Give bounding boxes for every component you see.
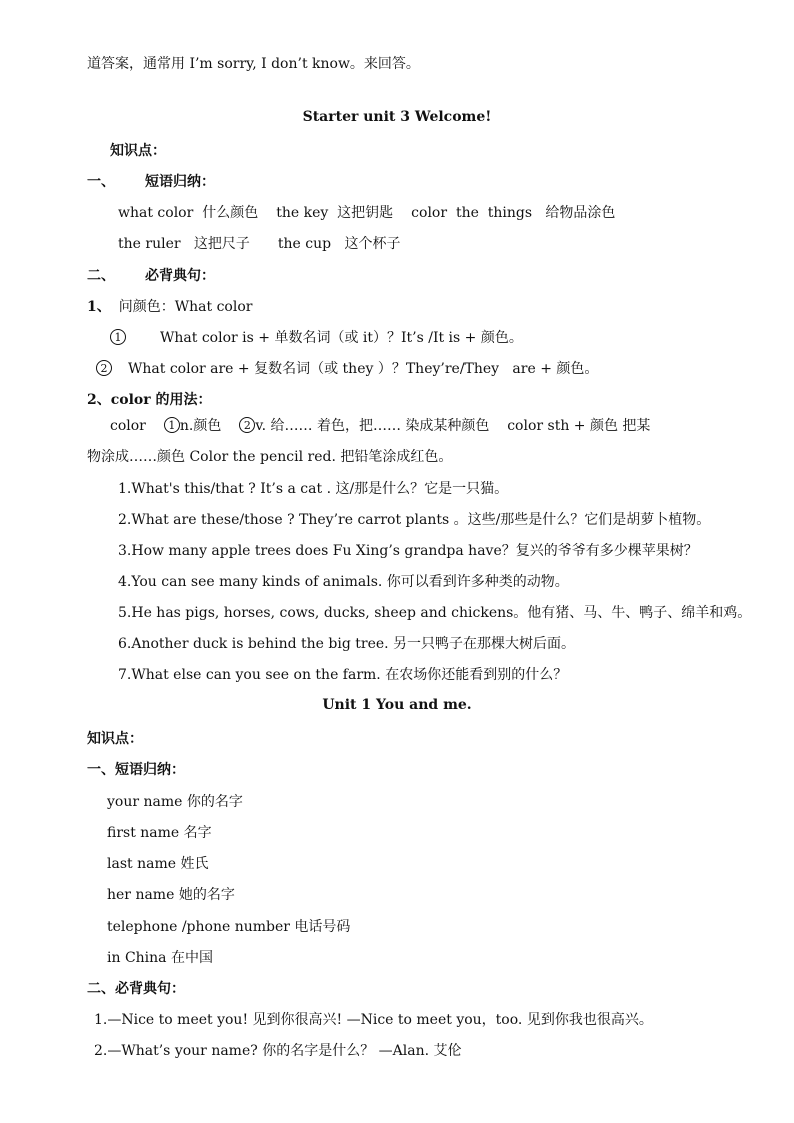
- sentence-line: 1.What's this/that ? It’s a cat . 这/那是什么？它是一只猫。: [118, 481, 509, 497]
- pattern-2-line: [96, 359, 598, 379]
- circled-number-2: 2: [239, 417, 255, 433]
- ask-color-text: 问颜色：What color: [118, 299, 253, 315]
- sentence-line: 1.—Nice to meet you! 见到你很高兴! —Nice to meet you，too. 见到你我也很高兴。: [94, 1012, 653, 1028]
- phrases-heading-number: 一、: [87, 174, 115, 190]
- sentence-line: 3.How many apple trees does Fu Xing’s grandpa have？复兴的爷爷有多少棵苹果树？: [118, 543, 698, 559]
- sentences-heading-number: 二、: [87, 268, 115, 284]
- phrase-item: color the things 给物品涂色: [411, 205, 616, 221]
- sentence-line: 2.What are these/those ? They’re carrot plants 。这些/那些是什么？它们是胡萝卜植物。: [118, 512, 711, 528]
- sentence-line: 2.—What’s your name? 你的名字是什么？ —Alan. 艾伦: [94, 1043, 462, 1059]
- sentence-line: 4.You can see many kinds of animals. 你可以看到许多种类的动物。: [118, 574, 569, 590]
- phrase-line: first name 名字: [107, 825, 212, 841]
- unit1-sentences-heading: 二、必背典句：: [87, 981, 185, 997]
- intro-line: 道答案，通常用 I’m sorry, I don’t know。来回答。: [87, 56, 420, 72]
- phrase-line: last name 姓氏: [107, 856, 209, 872]
- color-usage-line-2: 物涂成……颜色 Color the pencil red. 把铅笔涂成红色。: [87, 449, 453, 465]
- pattern-1-text: What color is + 单数名词（或 it）？It’s /It is + 颜色。: [160, 330, 523, 346]
- color-usage-line-1: [110, 416, 650, 436]
- circled-number-2: 2: [96, 360, 112, 376]
- usage-verb: v. 给…… 着色，把…… 染成某种颜色 color sth + 颜色 把某: [255, 418, 651, 434]
- phrase-line: your name 你的名字: [107, 794, 243, 810]
- pattern-2-text: What color are + 复数名词（或 they ）？They’re/They are + 颜色。: [128, 361, 599, 377]
- unit1-knowledge-heading: 知识点：: [87, 731, 143, 747]
- sentence-line: 7.What else can you see on the farm. 在农场你还能看到别的什么？: [118, 667, 568, 683]
- starter3-title: Starter unit 3 Welcome!: [302, 109, 492, 125]
- circled-number-1: 1: [110, 329, 126, 345]
- phrase-line: her name 她的名字: [107, 887, 235, 903]
- phrase-item: the key 这把钥匙: [276, 205, 394, 221]
- unit1-phrases-heading: 一、短语归纳：: [87, 762, 185, 778]
- color-usage-heading: 2、color 的用法：: [87, 392, 212, 408]
- ask-color-line: [87, 297, 252, 317]
- phrases-row-2: [118, 234, 400, 254]
- phrases-row-1: [118, 203, 615, 223]
- phrase-item: the cup 这个杯子: [277, 236, 401, 252]
- ask-color-number: 1、: [87, 299, 111, 315]
- phrase-item: the ruler 这把尺子: [118, 236, 250, 252]
- phrase-item: what color 什么颜色: [118, 205, 259, 221]
- pattern-1-line: [110, 328, 523, 348]
- starter3-knowledge-heading: 知识点：: [110, 143, 166, 159]
- unit1-title: Unit 1 You and me.: [322, 697, 472, 713]
- phrase-line: telephone /phone number 电话号码: [107, 919, 351, 935]
- sentences-heading-text: 必背典句：: [145, 268, 215, 284]
- starter3-sentences-heading: [87, 266, 215, 286]
- phrase-line: in China 在中国: [107, 950, 213, 966]
- sentence-line: 5.He has pigs, horses, cows, ducks, sheep and chickens。他有猪、马、牛、鸭子、绵羊和鸡。: [118, 605, 752, 621]
- phrases-heading-text: 短语归纳：: [145, 174, 215, 190]
- sentence-line: 6.Another duck is behind the big tree. 另一只鸭子在那棵大树后面。: [118, 636, 576, 652]
- usage-word: color: [110, 418, 146, 434]
- usage-noun: n.颜色: [179, 418, 222, 434]
- circled-number-1: 1: [164, 417, 180, 433]
- starter3-phrases-heading: [87, 172, 215, 192]
